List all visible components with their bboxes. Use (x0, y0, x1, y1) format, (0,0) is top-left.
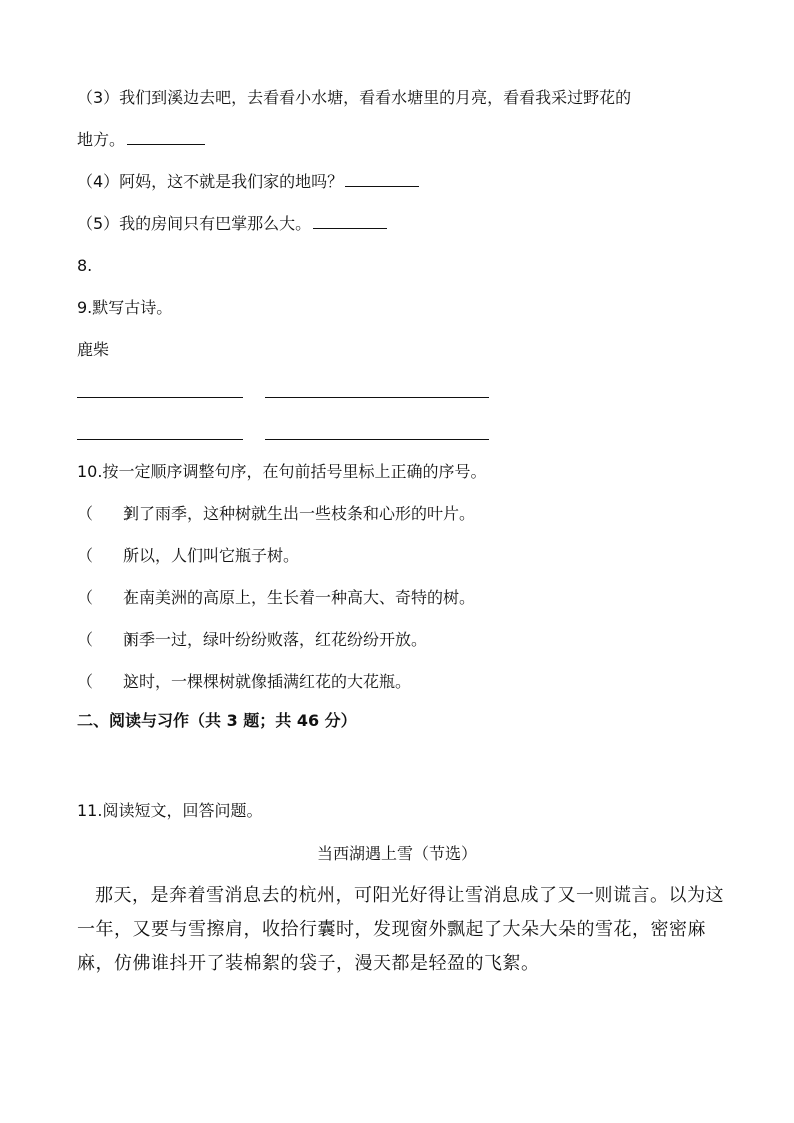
order-paren[interactable]: （ ） (77, 588, 142, 607)
q11-prompt-text: 11.阅读短文，回答问题。 (77, 801, 263, 820)
poem-line-blank[interactable] (77, 397, 243, 398)
q10-prompt-text: 10.按一定顺序调整句序，在句前括号里标上正确的序号。 (77, 462, 487, 481)
q10-sentence (77, 587, 475, 609)
q9-prompt-text: 9.默写古诗。 (77, 298, 173, 317)
essay-paragraph: 那天，是奔着雪消息去的杭州，可阳光好得让雪消息成了又一则谎言。以为这一年，又要与雪擦肩，收拾行囊时，发现窗外飘起了大朵大朵的雪花，密密麻麻，仿佛谁抖开了装棉絮的袋子，漫天都是轻盈的飞絮。 (77, 885, 724, 974)
q11-prompt (77, 800, 262, 822)
q8-label: 8. (77, 256, 93, 275)
sentence-text: 这时，一棵棵树就像插满红花的大花瓶。 (123, 672, 412, 691)
q10-sentence (77, 545, 299, 567)
order-paren[interactable]: （ ） (77, 546, 142, 565)
poem-title: 鹿柴 (77, 340, 110, 359)
q10-prompt (77, 461, 486, 483)
section-heading-text: 二、阅读与习作（共 3 题；共 46 分） (77, 711, 357, 730)
order-paren[interactable]: （ ） (77, 630, 142, 649)
order-paren[interactable]: （ ） (77, 504, 142, 523)
sentence-text: 所以，人们叫它瓶子树。 (123, 546, 300, 565)
q9-poem-title (77, 339, 109, 361)
q7-item-4 (77, 171, 419, 193)
q7-item-3-line2 (77, 129, 205, 151)
answer-blank[interactable] (127, 130, 205, 145)
q7-item-5-text: （5）我的房间只有巴掌那么大。 (77, 214, 312, 233)
poem-line-blank[interactable] (77, 439, 243, 440)
q8-number (77, 255, 92, 277)
q9-prompt (77, 297, 172, 319)
q10-sentence (77, 671, 411, 693)
q10-sentence (77, 629, 427, 651)
sentence-text: 到了雨季，这种树就生出一些枝条和心形的叶片。 (123, 504, 476, 523)
q7-item-4-text: （4）阿妈，这不就是我们家的地吗？ (77, 172, 344, 191)
sentence-text: 在南美洲的高原上，生长着一种高大、奇特的树。 (123, 588, 476, 607)
poem-line-blank[interactable] (265, 397, 489, 398)
q10-sentence (77, 503, 475, 525)
poem-line-blank[interactable] (265, 439, 489, 440)
q7-item-3-text-cont: 地方。 (77, 130, 126, 149)
sentence-text: 雨季一过，绿叶纷纷败落，红花纷纷开放。 (123, 630, 428, 649)
answer-blank[interactable] (313, 214, 387, 229)
order-paren[interactable]: （ ） (77, 672, 142, 691)
q7-item-3-text: （3）我们到溪边去吧，去看看小水塘，看看水塘里的月亮，看看我采过野花的 (77, 88, 632, 107)
q7-item-5 (77, 213, 387, 235)
essay-title: 当西湖遇上雪（节选） (316, 844, 477, 863)
answer-blank[interactable] (345, 172, 419, 187)
section-heading (77, 710, 357, 732)
q7-item-3-line1 (77, 87, 631, 109)
